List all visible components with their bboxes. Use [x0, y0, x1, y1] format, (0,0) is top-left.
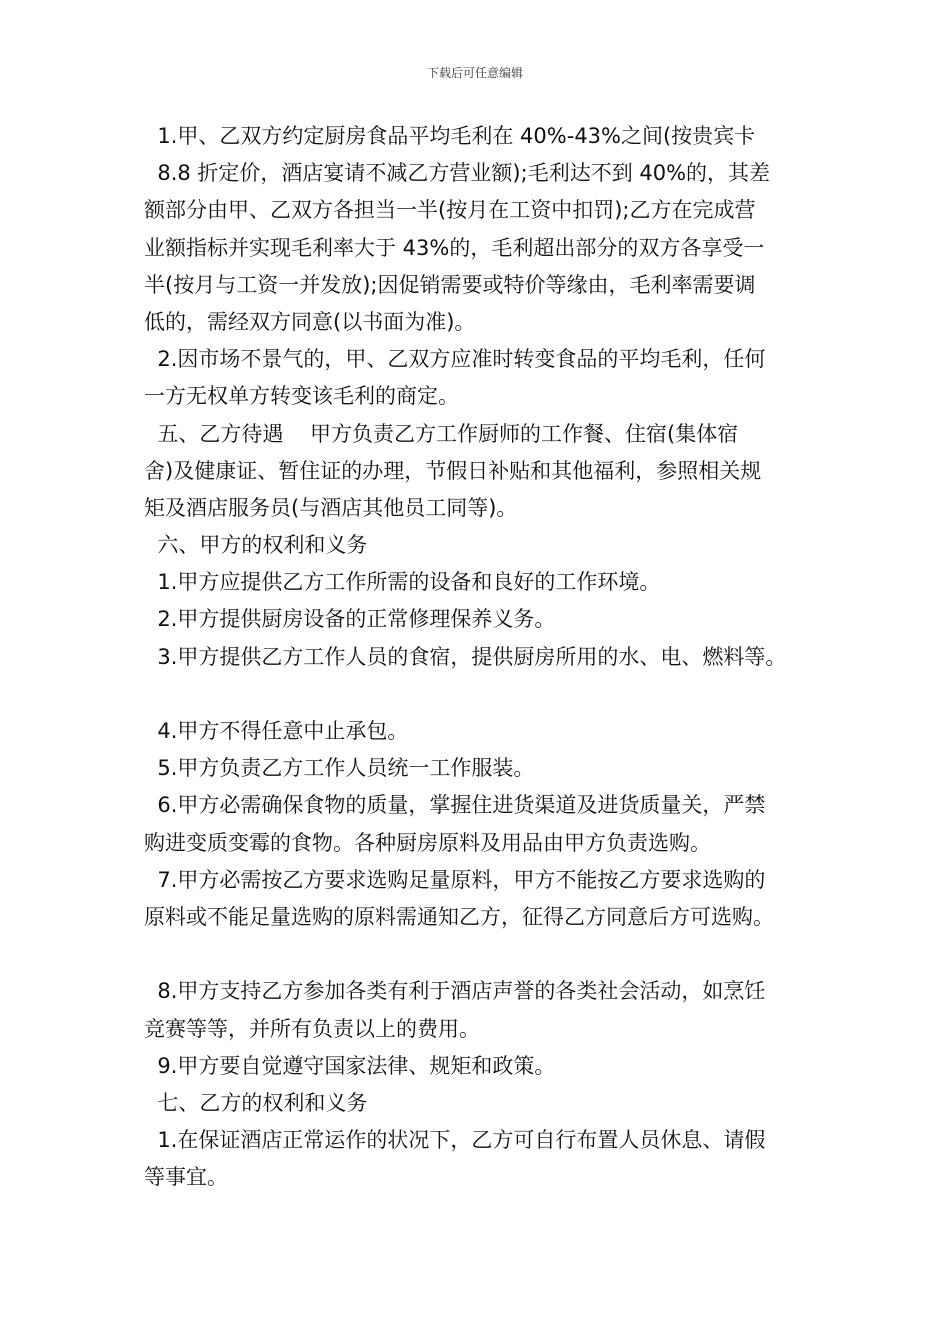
text-line: 业额指标并实现毛利率大于 43%的，毛利超出部分的双方各享受一: [144, 235, 765, 260]
text-line: 2.因市场不景气的，甲、乙双方应准时转变食品的平均毛利，任何: [144, 347, 766, 372]
text-line: 2.甲方提供厨房设备的正常修理保养义务。: [144, 607, 556, 632]
page-header: 下载后可任意编辑: [426, 66, 523, 80]
text-line: 5.甲方负责乙方工作人员统一工作服装。: [144, 756, 535, 781]
blank-line: [144, 676, 824, 713]
document-body: [144, 118, 824, 1196]
text-line: 1.在保证酒店正常运作的状况下，乙方可自行布置人员休息、请假: [144, 1128, 766, 1153]
text-line: 低的，需经双方同意(以书面为准)。: [144, 309, 476, 334]
text-line: 6.甲方必需确保食物的质量，掌握住进货渠道及进货质量关，严禁: [144, 793, 766, 818]
text-line: 8.甲方支持乙方参加各类有利于酒店声誉的各类社会活动，如烹饪: [144, 979, 766, 1004]
text-line: 半(按月与工资一并发放);因促销需要或特价等缘由，毛利率需要调: [144, 272, 756, 297]
blank-line: [144, 936, 824, 973]
text-line: 9.甲方要自觉遵守国家法律、规矩和政策。: [144, 1053, 556, 1078]
text-line: 七、乙方的权利和义务: [144, 1090, 368, 1115]
text-line: 4.甲方不得任意中止承包。: [144, 719, 409, 743]
text-line: 1.甲、乙双方约定厨房食品平均毛利在 40%-43%之间(按贵宾卡: [144, 124, 756, 148]
text-line: 原料或不能足量选购的原料需通知乙方，征得乙方同意后方可选购。: [144, 904, 774, 929]
text-line: 7.甲方必需按乙方要求选购足量原料，甲方不能按乙方要求选购的: [144, 867, 766, 892]
text-line: 1.甲方应提供乙方工作所需的设备和良好的工作环境。: [144, 570, 661, 595]
text-line: 额部分由甲、乙双方各担当一半(按月在工资中扣罚);乙方在完成营: [144, 198, 756, 223]
text-line: 矩及酒店服务员(与酒店其他员工同等)。: [144, 495, 518, 520]
text-line: 购进变质变霉的食物。各种厨房原料及用品由甲方负责选购。: [144, 830, 711, 855]
text-line: 8.8 折定价，酒店宴请不减乙方营业额);毛利达不到 40%的，其差: [144, 161, 771, 186]
text-line: 等事宜。: [144, 1165, 228, 1190]
text-line: 一方无权单方转变该毛利的商定。: [144, 384, 459, 409]
text-line: 竞赛等等，并所有负责以上的费用。: [144, 1016, 480, 1041]
text-line: 五、乙方待遇 甲方负责乙方工作厨师的工作餐、住宿(集体宿: [144, 421, 739, 446]
text-line: 舍)及健康证、暂住证的办理，节假日补贴和其他福利，参照相关规: [144, 458, 762, 483]
text-line: 3.甲方提供乙方工作人员的食宿，提供厨房所用的水、电、燃料等。: [144, 644, 787, 669]
text-line: 六、甲方的权利和义务: [144, 533, 368, 558]
